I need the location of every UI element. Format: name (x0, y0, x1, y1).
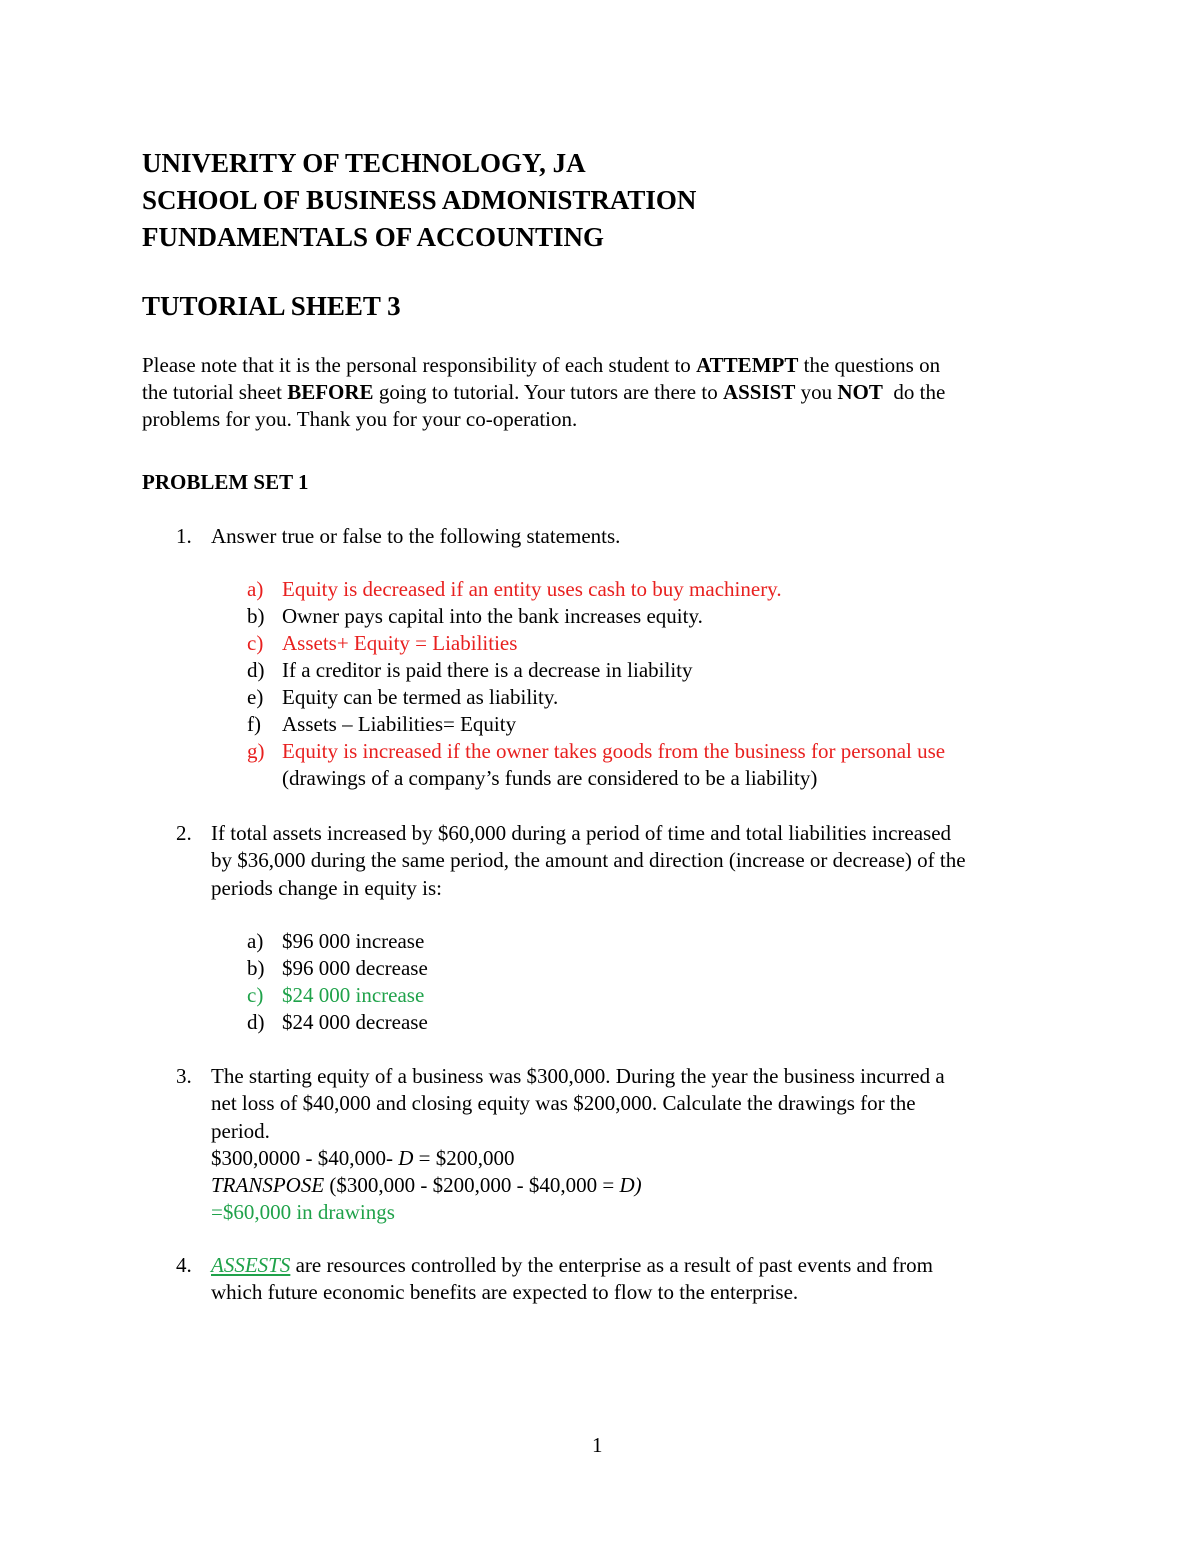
option-label: c) (247, 631, 264, 655)
option-text: Equity is decreased if an entity uses cash to buy machinery. (282, 577, 782, 601)
note-text: do the (882, 380, 946, 404)
sheet-title: TUTORIAL SHEET 3 (142, 291, 401, 321)
question-line: Answer true or false to the following statements. (211, 524, 621, 548)
option-text: $24 000 decrease (282, 1010, 428, 1034)
question-line: periods change in equity is: (211, 875, 442, 900)
option-label: c) (247, 983, 264, 1007)
calculation-line-1 (211, 1145, 1081, 1172)
option-c (247, 982, 428, 1009)
question-line: which future economic benefits are expected to flow to the enterprise. (211, 1280, 799, 1305)
option-label: b) (247, 604, 265, 628)
option-a (247, 928, 428, 955)
course-name: FUNDAMENTALS OF ACCOUNTING (142, 222, 605, 252)
note-text: you (795, 380, 838, 404)
question-number: 3. (176, 1064, 192, 1088)
option-d (247, 1009, 428, 1036)
option-text: Equity can be termed as liability. (282, 685, 559, 709)
option-text: Equity is increased if the owner takes goods from the business for personal use (282, 739, 946, 763)
calculation-answer: =$60,000 in drawings (211, 1200, 395, 1225)
option-g (247, 738, 945, 765)
option-label: g) (247, 739, 265, 763)
note-text: the tutorial sheet (142, 380, 288, 404)
instructions-note (142, 352, 1072, 433)
document-header (142, 145, 696, 256)
calc-text: = $200,000 (413, 1145, 515, 1170)
option-b (247, 603, 945, 630)
school-name: SCHOOL OF BUSINESS ADMONISTRATION (142, 185, 697, 215)
calculation-line-2 (211, 1172, 1081, 1199)
question-line: period. (211, 1118, 270, 1143)
note-emphasis: NOT (837, 380, 883, 404)
option-label: a) (247, 929, 264, 953)
option-text: $96 000 increase (282, 929, 425, 953)
calc-keyword: TRANSPOSE (211, 1173, 325, 1198)
note-line-3: problems for you. Thank you for your co-operation. (142, 407, 578, 431)
university-name: UNIVERITY OF TECHNOLOGY, JA (142, 148, 586, 178)
option-text: $24 000 increase (282, 983, 425, 1007)
option-text: If a creditor is paid there is a decrease in liability (282, 658, 693, 682)
option-label: e) (247, 685, 264, 709)
question-1-text (211, 523, 1081, 550)
note-text: Please note that it is the personal responsibility of each student to (142, 353, 697, 377)
question-text: are resources controlled by the enterprise as a result of past events and from (290, 1253, 933, 1277)
page-number: 1 (592, 1433, 603, 1457)
note-text: going to tutorial. Your tutors are there to (373, 380, 723, 404)
answer-word: ASSESTS (211, 1253, 291, 1277)
question-2-options (247, 928, 428, 1036)
option-text: Assets – Liabilities= Equity (282, 712, 517, 736)
question-1-options (247, 576, 945, 792)
option-label: d) (247, 658, 265, 682)
note-line-2 (142, 379, 1072, 406)
option-b (247, 955, 428, 982)
note-line-1 (142, 352, 1072, 379)
calc-text: ($300,000 - $200,000 - $40,000 = (324, 1173, 620, 1198)
problem-set-title: PROBLEM SET 1 (142, 470, 309, 494)
option-a (247, 576, 945, 603)
calc-variable: D) (619, 1173, 642, 1198)
question-number: 1. (176, 524, 192, 548)
question-line: net loss of $40,000 and closing equity was $200,000. Calculate the drawings for the (211, 1091, 916, 1116)
question-2-text (211, 820, 1081, 902)
option-text: Owner pays capital into the bank increases equity. (282, 604, 703, 628)
question-3-text (211, 1063, 1081, 1227)
option-label: b) (247, 956, 265, 980)
question-line: by $36,000 during the same period, the amount and direction (increase or decrease) of the (211, 848, 966, 873)
note-emphasis: BEFORE (287, 380, 374, 404)
question-number: 4. (176, 1253, 192, 1277)
calc-variable: D (398, 1145, 414, 1170)
option-e (247, 684, 945, 711)
question-line: The starting equity of a business was $300,000. During the year the business incurred a (211, 1064, 945, 1088)
option-d (247, 657, 945, 684)
note-text: the questions on (798, 353, 941, 377)
option-text: Assets+ Equity = Liabilities (282, 631, 518, 655)
option-label: d) (247, 1010, 265, 1034)
option-label: a) (247, 577, 264, 601)
question-number: 2. (176, 821, 192, 845)
option-label: f) (247, 712, 261, 736)
note-emphasis: ASSIST (722, 380, 796, 404)
note-emphasis: ATTEMPT (696, 353, 799, 377)
option-f (247, 711, 945, 738)
question-line (211, 1252, 1081, 1279)
option-text: $96 000 decrease (282, 956, 428, 980)
option-c (247, 630, 945, 657)
option-g-note: (drawings of a company’s funds are considered to be a liability) (282, 766, 818, 790)
calc-text: $300,0000 - $40,000- (211, 1145, 399, 1170)
question-4-text (211, 1252, 1081, 1307)
question-line: If total assets increased by $60,000 during a period of time and total liabilities increased (211, 821, 952, 845)
